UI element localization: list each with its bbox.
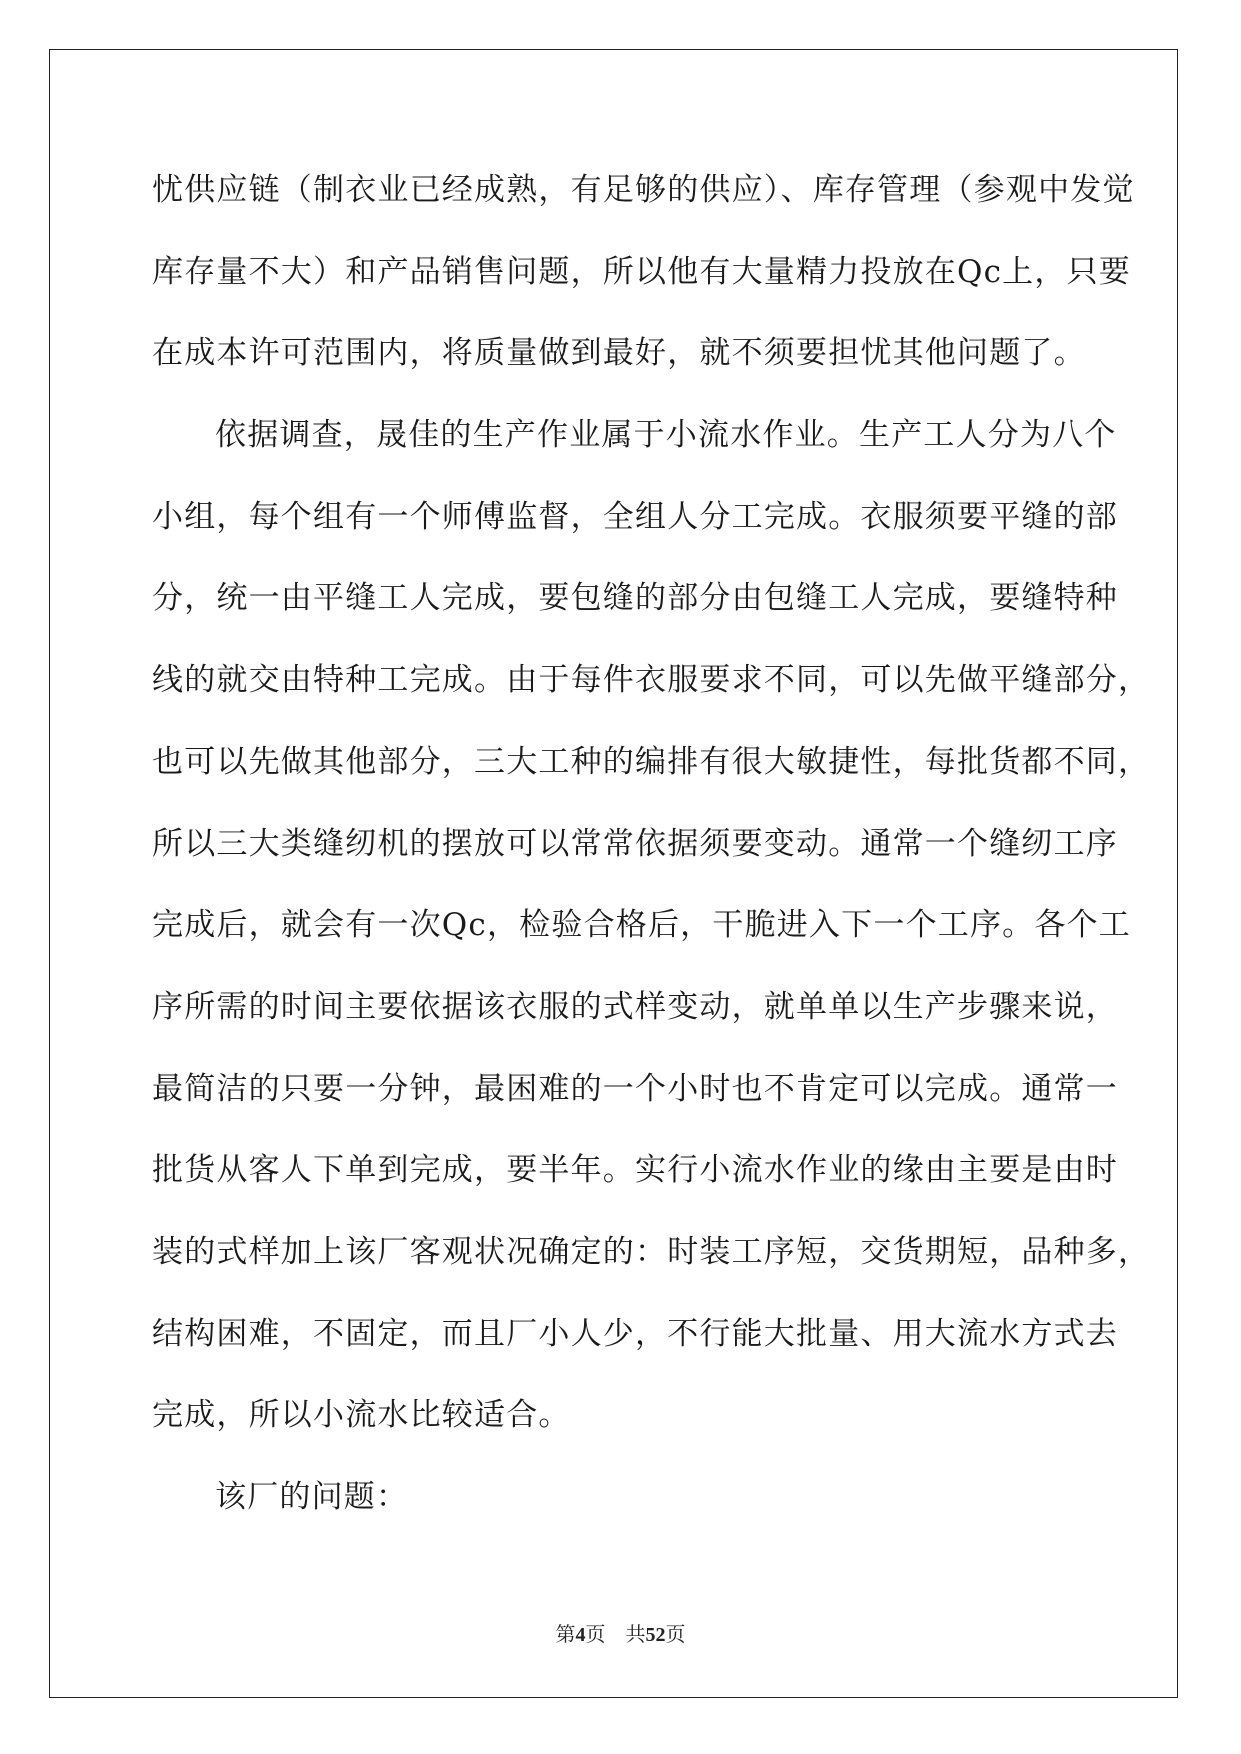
text-line: 忧供应链（制衣业已经成熟，有足够的供应）、库存管理（参观中发觉 xyxy=(152,172,1135,208)
document-body xyxy=(152,158,1151,1547)
page-footer xyxy=(0,1618,1241,1647)
total-prefix: 共 xyxy=(625,1624,646,1646)
text-line: 结构困难，不固定，而且厂小人少，不行能大批量、用大流水方式去 xyxy=(152,1315,1118,1352)
section-heading: 该厂的问题： xyxy=(215,1479,409,1515)
text-line: 序所需的时间主要依据该衣服的式样变动，就单单以生产步骤来说， xyxy=(152,988,1118,1025)
text-line: 批货从客人下单到完成，要半年。实行小流水作业的缘由主要是由时 xyxy=(152,1152,1118,1189)
total-suffix: 页 xyxy=(665,1624,686,1646)
paragraph-start-line: 依据调查，晟佳的生产作业属于小流水作业。生产工人分为八个 xyxy=(215,417,1117,454)
text-line: 完成后，就会有一次Qc，检验合格后，干脆进入下一个工序。各个工 xyxy=(152,907,1131,944)
text-line: 在成本许可范围内，将质量做到最好，就不须要担忧其他问题了。 xyxy=(152,335,1086,372)
text-line: 库存量不大）和产品销售问题，所以他有大量精力投放在Qc上，只要 xyxy=(152,253,1131,290)
text-line: 也可以先做其他部分，三大工种的编排有很大敏捷性，每批货都不同， xyxy=(152,743,1151,780)
text-line: 装的式样加上该厂客观状况确定的：时装工序短，交货期短，品种多， xyxy=(152,1233,1151,1270)
text-line: 小组，每个组有一个师傅监督，全组人分工完成。衣服须要平缝的部 xyxy=(152,498,1118,535)
text-line: 分，统一由平缝工人完成，要包缝的部分由包缝工人完成，要缝特种 xyxy=(152,580,1118,617)
page-prefix: 第 xyxy=(555,1624,576,1646)
text-line: 所以三大类缝纫机的摆放可以常常依据须要变动。通常一个缝纫工序 xyxy=(152,825,1118,862)
text-line: 完成，所以小流水比较适合。 xyxy=(152,1397,571,1434)
total-pages: 52 xyxy=(645,1624,666,1646)
text-line: 线的就交由特种工完成。由于每件衣服要求不同，可以先做平缝部分， xyxy=(152,662,1151,699)
page-number: 4 xyxy=(575,1624,586,1646)
page-suffix: 页 xyxy=(585,1624,606,1646)
text-line: 最简洁的只要一分钟，最困难的一个小时也不肯定可以完成。通常一 xyxy=(152,1070,1118,1107)
